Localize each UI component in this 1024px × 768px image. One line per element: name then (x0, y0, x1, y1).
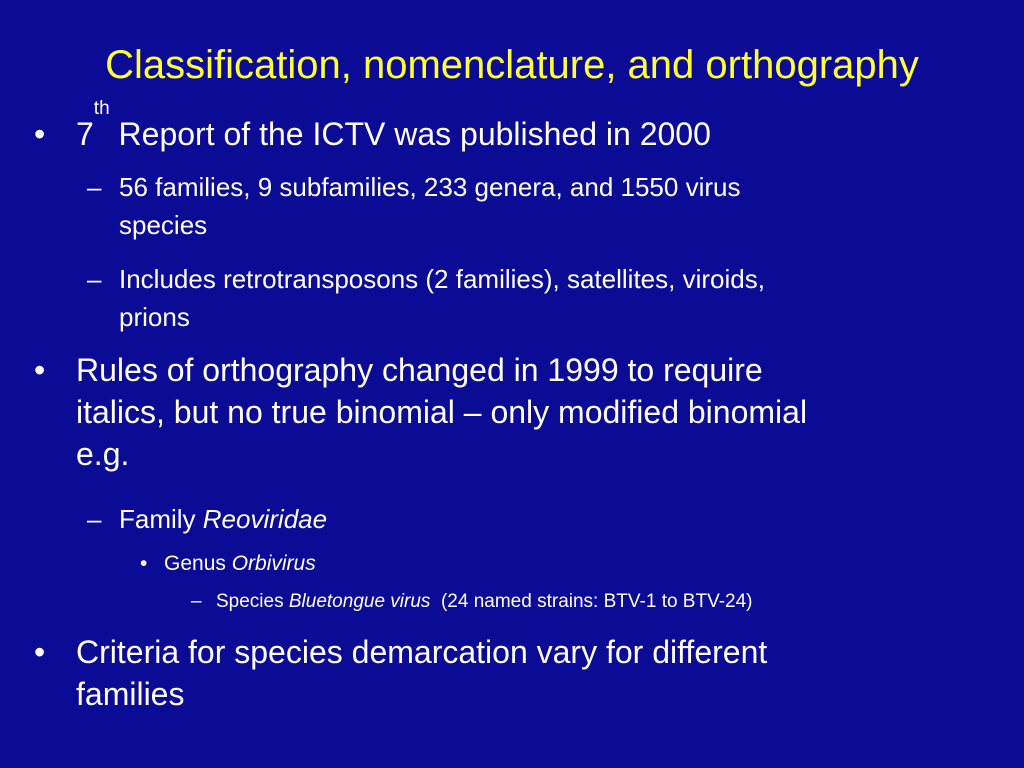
bullet-text-body: Report of the ICTV was published in 2000 (109, 116, 711, 152)
subbullet-line: Includes retrotransposons (2 families), satellites, viroids, (119, 264, 765, 294)
subbullet-text (119, 500, 327, 538)
rank-label: Family (119, 504, 203, 534)
subbullet-family-example (0, 500, 1024, 538)
subsubbullet-genus-example (0, 550, 1024, 578)
bullet-line: e.g. (76, 436, 130, 472)
rank-label: Species (216, 591, 289, 612)
rank-label: Genus (164, 552, 232, 575)
bullet-species-criteria (0, 631, 1024, 715)
bullet-text (76, 631, 767, 715)
bullet-marker: • (34, 352, 46, 388)
bullet-marker: • (34, 116, 46, 152)
subbullet-includes (0, 260, 1024, 336)
strain-note: (24 named strains: BTV-1 to BTV-24) (430, 591, 753, 612)
subbullet-text (119, 168, 740, 244)
slide-title: Classification, nomenclature, and orthography (105, 43, 919, 87)
bullet-line: italics, but no true binomial – only modified binomial (76, 394, 808, 430)
bullet-line: families (76, 676, 185, 712)
bullet-ictv-report (0, 98, 1024, 155)
subbullet-line: prions (119, 302, 190, 332)
taxon-name: Bluetongue virus (288, 591, 431, 612)
bullet-orthography-rules (0, 349, 1024, 475)
dash-marker: – (87, 264, 102, 294)
ordinal-number: 7 (76, 116, 94, 152)
dash-marker: – (87, 172, 102, 202)
bullet-line: Criteria for species demarcation vary for different (76, 634, 768, 670)
dash-marker: – (191, 591, 202, 612)
bullet-line: Rules of orthography changed in 1999 to require (76, 352, 763, 388)
subsubbullet-text (164, 550, 316, 578)
ordinal-suffix: th (93, 98, 110, 119)
subbullet-line: species (119, 210, 208, 240)
level4-text (216, 589, 753, 615)
taxon-name: Reoviridae (202, 504, 328, 534)
bullet-marker: • (34, 634, 46, 670)
dash-marker: – (87, 504, 102, 534)
bullet-text (76, 349, 807, 475)
level4-species-example (0, 589, 1024, 615)
bullet-marker: • (140, 552, 148, 575)
subbullet-family-counts (0, 168, 1024, 244)
subbullet-line: 56 families, 9 subfamilies, 233 genera, and 1550 virus (119, 172, 741, 202)
bullet-text (76, 98, 711, 155)
subbullet-text (119, 260, 765, 336)
taxon-name: Orbivirus (231, 552, 316, 575)
